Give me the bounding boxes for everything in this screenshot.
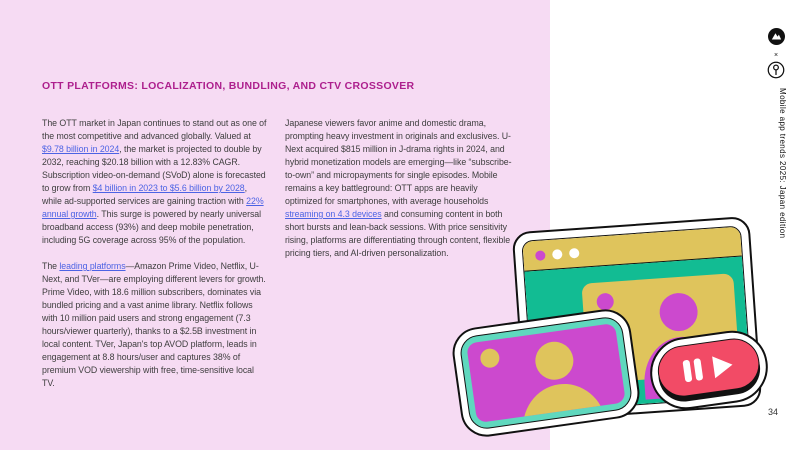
- paragraph: [285, 117, 515, 260]
- edition-label: Mobile app trends 2025: Japan edition: [778, 88, 787, 239]
- tablet-frame: [458, 315, 633, 431]
- body-text: , while ad-supported services are gaining traction with: [42, 183, 248, 206]
- body-text: , the market is projected to double by 2032, reaching $20.18 billion with a 12.83% CAGR. Subscription video-on-demand (SVoD) alone is forecasted to grow from: [42, 144, 266, 193]
- body-text: . This surge is powered by nearly universal broadband access (93%) and deep mobile penetration, including 5G coverage across 95% of the population.: [42, 209, 262, 245]
- inline-link[interactable]: $9.78 billion in 2024: [42, 144, 120, 154]
- inline-link[interactable]: leading platforms: [59, 261, 126, 271]
- adjust-logo-icon: [768, 32, 785, 49]
- person-body-icon: [517, 378, 609, 423]
- body-text: The: [42, 261, 60, 271]
- brand-separator: ×: [773, 52, 779, 59]
- window-dot-icon: [552, 249, 563, 260]
- text-column-right: [285, 117, 515, 273]
- window-dot-icon: [569, 247, 580, 258]
- page-number: 34: [767, 407, 778, 417]
- page-title: OTT PLATFORMS: LOCALIZATION, BUNDLING, AND CTV CROSSOVER: [42, 80, 415, 92]
- inline-link[interactable]: 22% annual growth: [42, 196, 264, 219]
- body-text: The OTT market in Japan continues to stand out as one of the most competitive and advanced globally. Valued at: [42, 118, 267, 141]
- tablet-device-sticker: [449, 306, 643, 440]
- inline-link[interactable]: $4 billion in 2023 to $5.6 billion by 2028: [92, 183, 245, 193]
- window-dot-icon: [535, 250, 546, 261]
- partner-circle-logo-icon: [767, 66, 785, 83]
- dot-icon: [479, 347, 500, 368]
- text-column-left: [42, 117, 268, 403]
- body-text: Japanese viewers favor anime and domestic drama, prompting heavy investment in originals and exclusives. U-Next acquired $815 million in J-drama rights in 2024, and hybrid monetization models are emerging—like “subscribe-to-own” and micropayments for single episodes. Mobile remains a key battleground: OTT apps are heavily optimized for smartphones, with average households: [285, 118, 512, 206]
- dot-icon: [596, 293, 614, 311]
- tablet-screen: [466, 323, 626, 423]
- body-text: and consuming content in both short bursts and lean-back sessions. With price sensitivity rising, platforms are differentiating through content, flexible pricing tiers, and AI-driven personalization.: [285, 209, 511, 258]
- body-text: —Amazon Prime Video, Netflix, U-Next, and TVer—are employing different levers for growth. Prime Video, with 18.6 million subscribers, dominates via bundled pricing and a vast anime library. Netflix follows with 10 million paid users and strong engagement (7.3 hours/viewer quarterly), thanks to a $2.5B investment in local content. TVer, Japan's top AVOD platform, leads in engagement at 8.8 hours/user and captures 38% of premium VOD viewership with free, time-sensitive local TV.: [42, 261, 266, 388]
- play-pause-button[interactable]: [655, 335, 763, 400]
- person-head-icon: [658, 292, 699, 333]
- pause-icon: [682, 358, 703, 382]
- inline-link[interactable]: streaming on 4.3 devices: [285, 209, 382, 219]
- person-head-icon: [533, 339, 576, 382]
- play-icon: [710, 352, 735, 379]
- paragraph: [42, 260, 268, 390]
- paragraph: [42, 117, 268, 247]
- brand-lockup: [764, 28, 788, 84]
